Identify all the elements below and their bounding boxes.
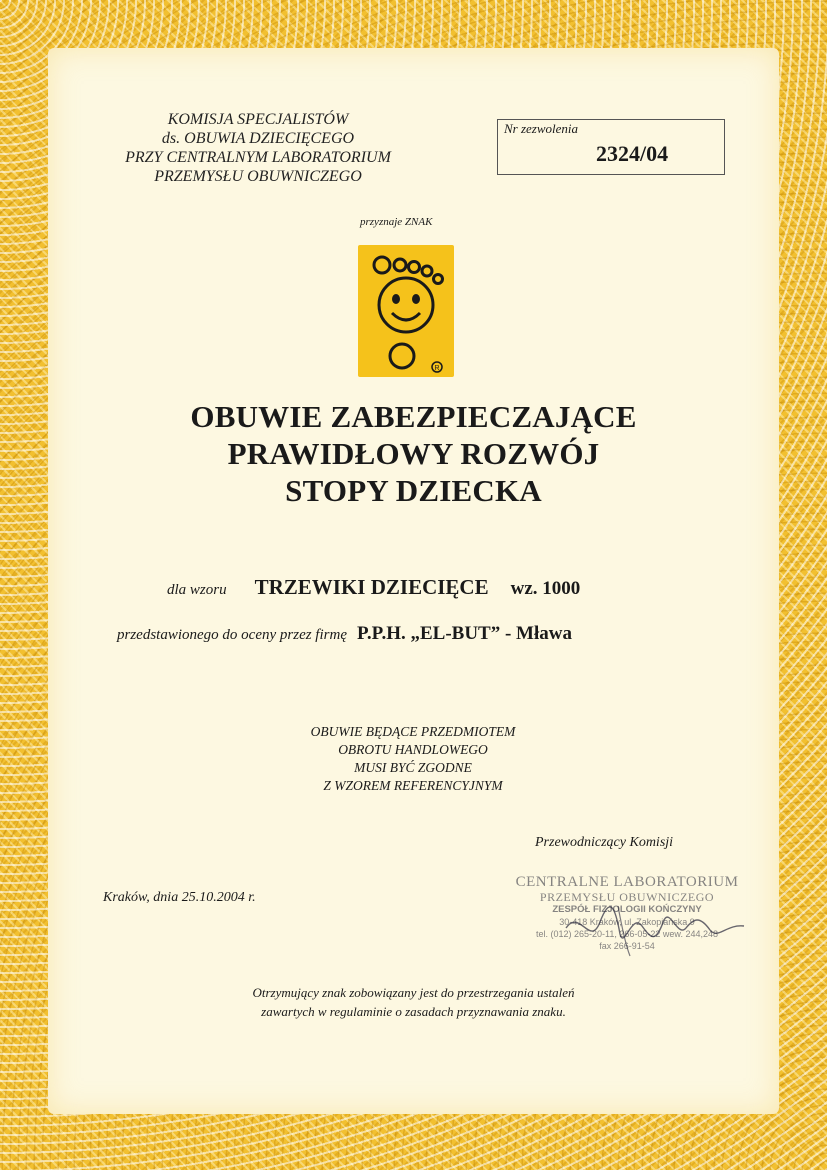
issuer-line: PRZEMYSŁU OBUWNICZEGO [154, 168, 362, 185]
place-date: Kraków, dnia 25.10.2004 r. [103, 890, 256, 905]
permit-label: Nr zezwolenia [504, 121, 579, 136]
notice-line: OBUWIE BĘDĄCE PRZEDMIOTEM [310, 724, 516, 739]
pattern-row [167, 575, 580, 600]
footer-line: Otrzymujący znak zobowiązany jest do przestrzegania ustaleń [252, 985, 575, 1000]
notice-line: MUSI BYĆ ZGODNE [354, 760, 472, 775]
issuer-line: PRZY CENTRALNYM LABORATORIUM [125, 149, 391, 166]
title-line: PRAWIDŁOWY ROZWÓJ [227, 436, 600, 471]
stamp-line: fax 266-91-54 [599, 941, 655, 951]
firm-row [117, 623, 572, 645]
stamp-line: ZESPÓŁ FIZJOLOGII KOŃCZYNY [552, 904, 702, 915]
notice-line: OBROTU HANDLOWEGO [338, 742, 488, 757]
firm-label: przedstawionego do oceny przez firmę [117, 627, 347, 643]
title-line: OBUWIE ZABEZPIECZAJĄCE [190, 399, 637, 434]
pattern-label: dla wzoru [167, 582, 227, 598]
registered-mark: R [434, 365, 440, 372]
notice-line: Z WZOREM REFERENCYJNYM [323, 778, 503, 793]
signature [560, 898, 750, 958]
footer-line: zawartych w regulaminie o zasadach przyznawania znaku. [261, 1004, 566, 1019]
chair-label: Przewodniczący Komisji [535, 835, 674, 850]
permit-number: 2324/04 [596, 141, 669, 166]
grants-label: przyznaje ZNAK [360, 216, 433, 228]
stamp-line: CENTRALNE LABORATORIUM [515, 874, 739, 890]
certificate-title [100, 398, 727, 509]
firm-name: P.P.H. „EL-BUT” - Mława [356, 623, 572, 644]
issuer-line: KOMISJA SPECJALISTÓW [167, 111, 349, 128]
certification-logo [358, 245, 454, 377]
reference-notice [213, 723, 613, 795]
footer-note [150, 983, 677, 1021]
stamp-line: PRZEMYSŁU OBUWNICZEGO [539, 890, 715, 904]
smiling-foot-logo-icon [358, 245, 454, 377]
stamp-line: 30-418 Kraków, ul. Zakopiańska 9 [559, 917, 695, 927]
title-line: STOPY DZIECKA [285, 473, 542, 508]
stamp-line: tel. (012) 265-20-11, 266-05-22 wew. 244,248 [536, 929, 718, 939]
issuer-line: ds. OBUWIA DZIECIĘCEGO [161, 130, 355, 147]
issuer-block [88, 110, 428, 186]
pattern-code: wz. 1000 [510, 578, 581, 599]
pattern-name: TRZEWIKI DZIECIĘCE [254, 575, 489, 599]
